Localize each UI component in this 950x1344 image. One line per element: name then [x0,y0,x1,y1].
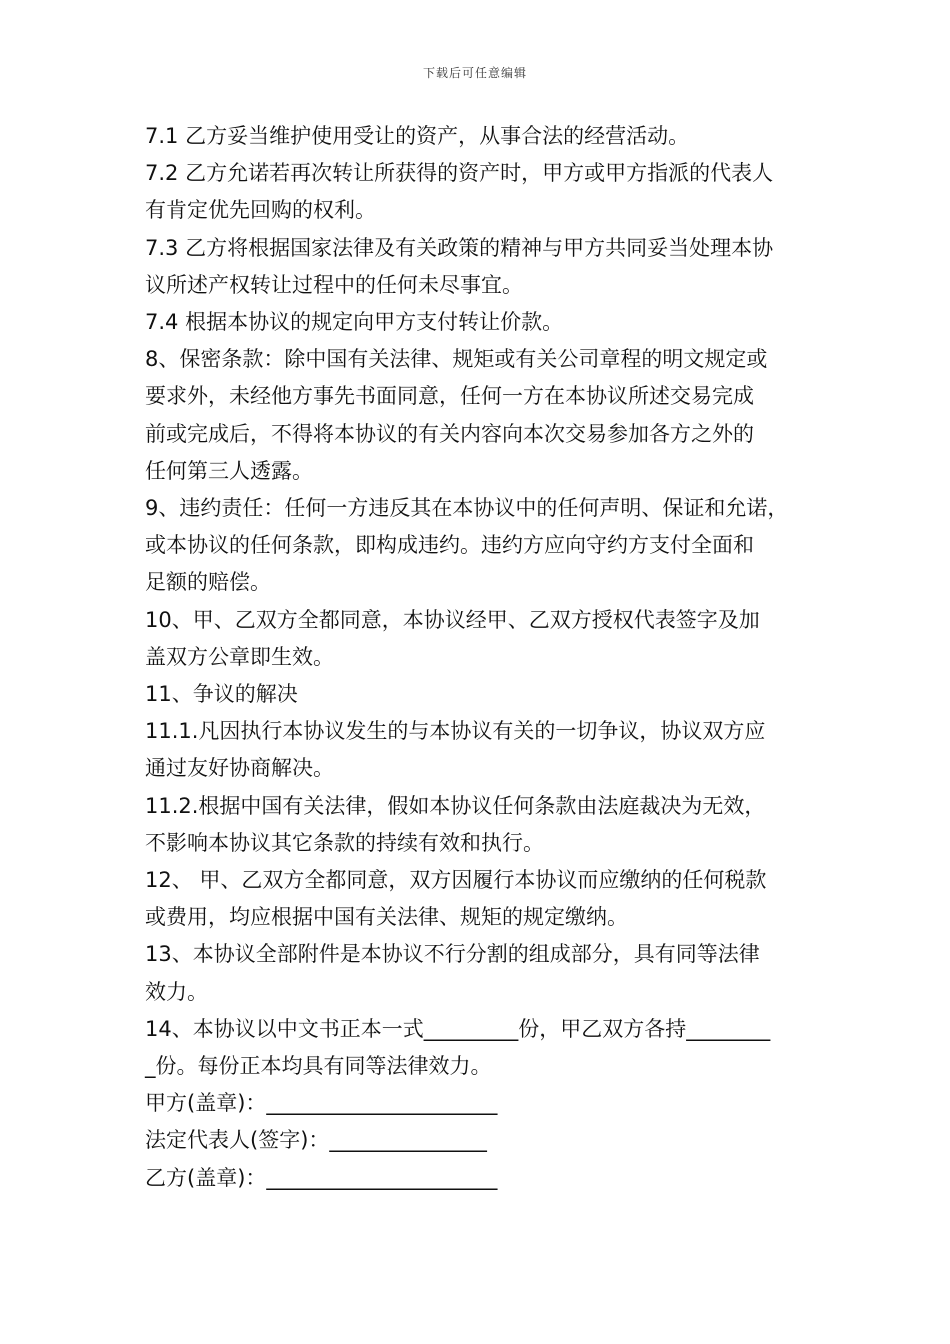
agreement-body [145,118,825,1197]
signature-line-party-b: 乙方(盖章)：______________________ [145,1165,498,1190]
text-line: 要求外，未经他方事先书面同意，任何一方在本协议所述交易完成 [145,384,754,409]
text-line: 10、甲、乙双方全都同意，本协议经甲、乙双方授权代表签字及加 [145,607,760,632]
text-line: 13、本协议全部附件是本协议不行分割的组成部分，具有同等法律 [145,942,760,967]
text-line: 14、本协议以中文书正本一式_________份，甲乙双方各持________ [145,1016,771,1041]
text-line: 任何第三人透露。 [145,458,313,483]
text-line: 盖双方公章即生效。 [145,644,334,669]
text-line: 11、争议的解决 [145,682,298,707]
text-line: 议所述产权转让过程中的任何未尽事宜。 [145,272,523,297]
text-line: 不影响本协议其它条款的持续有效和执行。 [145,830,544,855]
text-line: 11.1.凡因执行本协议发生的与本协议有关的一切争议，协议双方应 [145,719,766,744]
text-line: 效力。 [145,979,208,1004]
text-line: 11.2.根据中国有关法律，假如本协议任何条款由法庭裁决为无效， [145,793,766,818]
text-line: 12、 甲、乙双方全都同意，双方因履行本协议而应缴纳的任何税款 [145,868,767,893]
text-line: 7.3 乙方将根据国家法律及有关政策的精神与甲方共同妥当处理本协 [145,235,774,260]
text-line: 7.1 乙方妥当维护使用受让的资产，从事合法的经营活动。 [145,124,690,148]
text-line: 足额的赔偿。 [145,570,271,595]
text-line: 8、保密条款：除中国有关法律、规矩或有关公司章程的明文规定或 [145,347,768,372]
page-header: 下载后可任意编辑 [422,66,527,80]
text-line: 9、违约责任：任何一方违反其在本协议中的任何声明、保证和允诺， [145,496,789,521]
text-line: 7.4 根据本协议的规定向甲方支付转让价款。 [145,310,564,335]
text-line: 通过友好协商解决。 [145,756,334,781]
signature-line-legal-rep: 法定代表人(签字)：_______________ [145,1128,487,1153]
text-line: 或本协议的任何条款，即构成违约。违约方应向守约方支付全面和 [145,533,754,558]
text-line: 7.2 乙方允诺若再次转让所获得的资产时，甲方或甲方指派的代表人 [145,161,774,186]
text-line: 有肯定优先回购的权利。 [145,198,376,223]
text-line: _份。每份正本均具有同等法律效力。 [145,1054,492,1079]
text-line: 或费用，均应根据中国有关法律、规矩的规定缴纳。 [145,905,628,930]
signature-line-party-a: 甲方(盖章)：______________________ [145,1091,498,1116]
text-line: 前或完成后，不得将本协议的有关内容向本次交易参加各方之外的 [145,421,754,446]
